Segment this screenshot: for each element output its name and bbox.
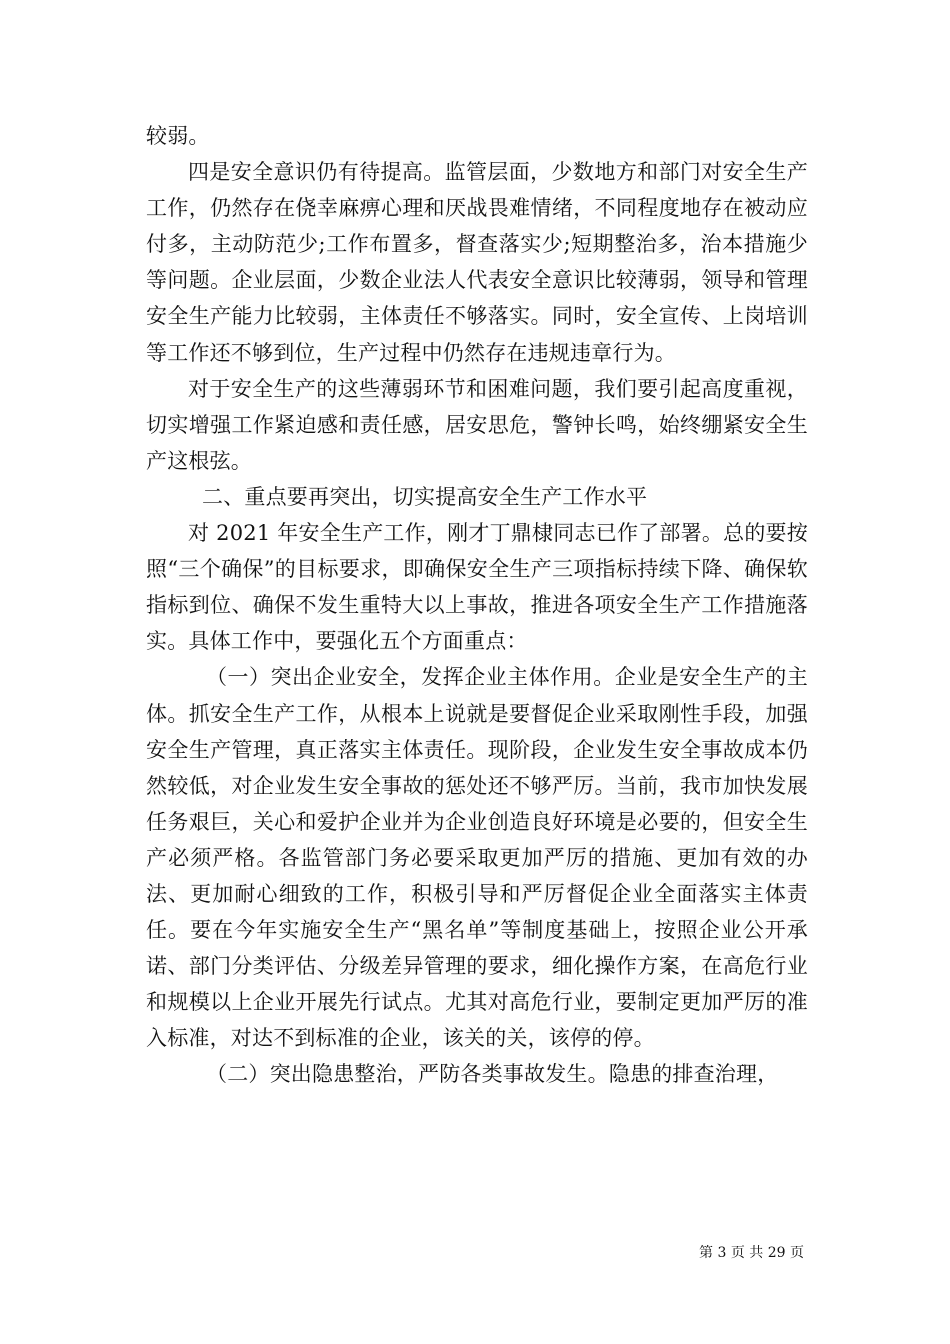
- document-body: [146, 118, 808, 1093]
- paragraph-safety-awareness: 四是安全意识仍有待提高。监管层面，少数地方和部门对安全生产工作，仍然存在侥幸麻痹心理和厌战畏难情绪，不同程度地存在被动应付多，主动防范少;工作布置多，督查落实少;短期整治多，治本措施少等问题。企业层面，少数企业法人代表安全意识比较薄弱，领导和管理安全生产能力比较弱，主体责任不够落实。同时，安全宣传、上岗培训等工作还不够到位，生产过程中仍然存在违规违章行为。: [146, 160, 808, 365]
- page-number: 第 3 页 共 29 页: [699, 1245, 804, 1261]
- paragraph-enterprise-safety: （一）突出企业安全，发挥企业主体作用。企业是安全生产的主体。抓安全生产工作，从根本上说就是要督促企业采取刚性手段，加强安全生产管理，真正落实主体责任。现阶段，企业发生安全事故成本仍然较低，对企业发生安全事故的惩处还不够严厉。当前，我市加快发展任务艰巨，关心和爱护企业并为企业创造良好环境是必要的，但安全生产必须严格。各监管部门务必要采取更加严厉的措施、更加有效的办法、更加耐心细致的工作，积极引导和严厉督促企业全面落实主体责任。要在今年实施安全生产“黑名单”等制度基础上，按照企业公开承诺、部门分类评估、分级差异管理的要求，细化操作方案，在高危行业和规模以上企业开展先行试点。尤其对高危行业，要制定更加严厉的准入标准，对达不到标准的企业，该关的关，该停的停。: [146, 665, 808, 1051]
- paragraph-2021-work: 对 2021 年安全生产工作，刚才丁鼎棣同志已作了部署。总的要按照“三个确保”的目标要求，即确保安全生产三项指标持续下降、确保软指标到位、确保不发生重特大以上事故，推进各项安全生产工作措施落实。具体工作中，要强化五个方面重点：: [146, 521, 808, 654]
- paragraph-weak-links: 对于安全生产的这些薄弱环节和困难问题，我们要引起高度重视，切实增强工作紧迫感和责任感，居安思危，警钟长鸣，始终绷紧安全生产这根弦。: [146, 376, 808, 473]
- paragraph-hazard-rectification: （二）突出隐患整治，严防各类事故发生。隐患的排查治理，: [206, 1062, 779, 1087]
- paragraph-continuation: 较弱。: [146, 124, 210, 148]
- section-heading-priorities: 二、重点要再突出，切实提高安全生产工作水平: [202, 484, 648, 509]
